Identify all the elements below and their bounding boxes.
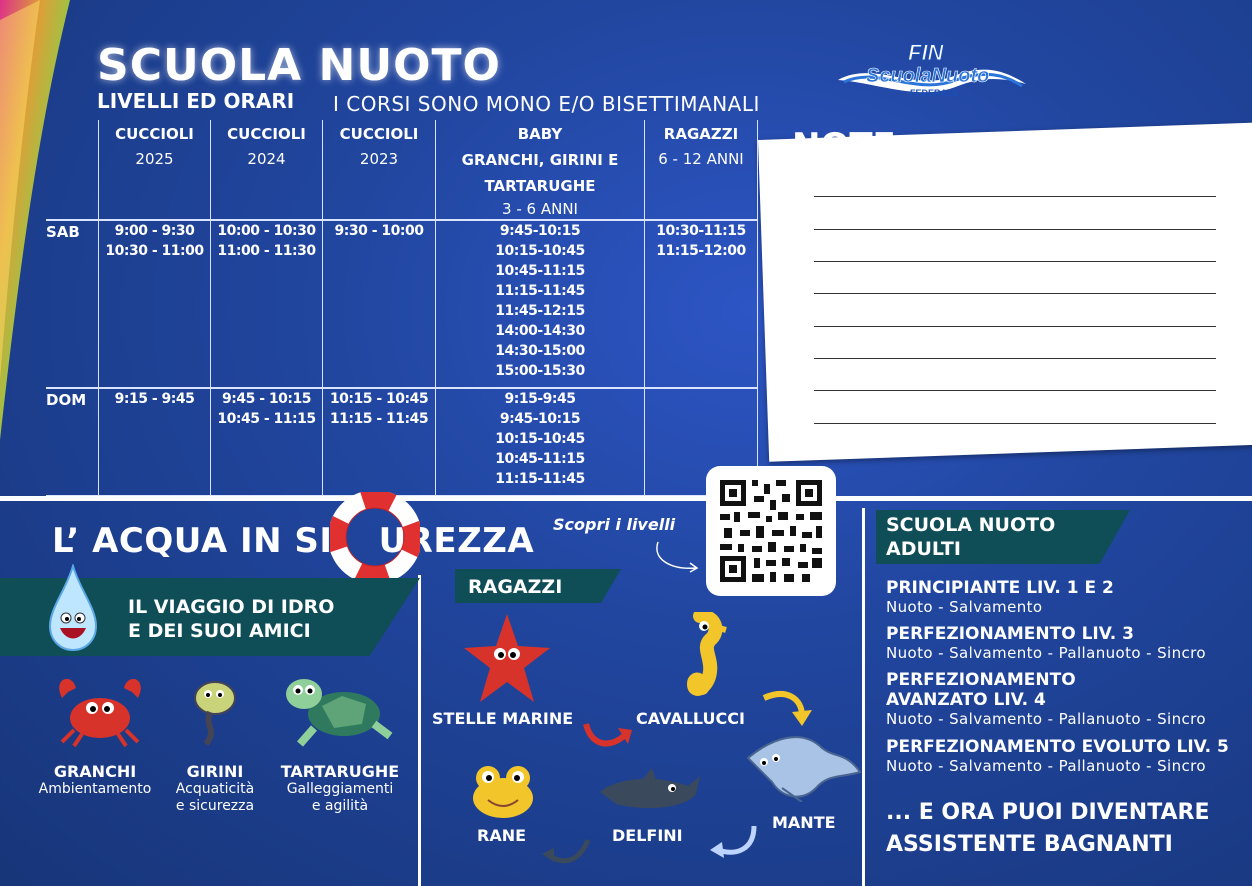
day-header: [46, 120, 99, 220]
column-detail: 2025: [135, 150, 174, 168]
safety-title-start: L’ ACQUA IN SI: [52, 521, 333, 561]
level-name: PERFEZIONAMENTO LIV. 3: [886, 624, 1134, 644]
time-slot: 11:15 - 11:45: [329, 411, 429, 427]
frog-icon: [464, 762, 542, 824]
idro-title-line: IL VIAGGIO DI IDRO: [128, 596, 335, 618]
level-desc: Nuoto - Salvamento - Pallanuoto - Sincro: [886, 757, 1206, 775]
callout-line: ASSISTENTE BAGNANTI: [886, 832, 1173, 857]
time-slot: 10:30 - 11:00: [105, 243, 204, 259]
level-desc: Nuoto - Salvamento - Pallanuoto - Sincro: [886, 710, 1206, 728]
time-slot: 15:00-15:30: [495, 363, 585, 379]
column-header: [436, 120, 645, 220]
note-line: [814, 423, 1216, 424]
column-header: [211, 120, 323, 220]
note-line: [814, 229, 1216, 230]
manta-ray-icon: [742, 728, 866, 802]
column-name: CUCCIOLI: [339, 125, 419, 143]
time-slot: 10:45-11:15: [495, 263, 585, 279]
column-name: CUCCIOLI: [227, 125, 306, 143]
lifeguard-callout: [886, 797, 1210, 861]
column-header: [645, 120, 758, 220]
note-line: [814, 261, 1216, 262]
time-slot: 14:00-14:30: [495, 323, 585, 339]
slot-cell: [211, 388, 323, 496]
slot-cell: [99, 388, 211, 496]
safety-title: [52, 521, 534, 561]
page-title: SCUOLA NUOTO: [97, 40, 501, 91]
ragazzi-title: RAGAZZI: [468, 576, 563, 598]
animal-desc: Galleggiamenti: [286, 781, 394, 797]
adulti-title-line: SCUOLA NUOTO: [886, 514, 1056, 536]
qr-code[interactable]: [706, 466, 836, 596]
time-slot: 11:45-12:15: [495, 303, 585, 319]
column-name: GRANCHI, GIRINI E: [461, 151, 619, 169]
time-slot: 9:15 - 9:45: [114, 391, 195, 407]
time-slot: 10:00 - 10:30: [217, 223, 316, 239]
level-name: PERFEZIONAMENTO EVOLUTO LIV. 5: [886, 737, 1229, 757]
adulti-title-line: ADULTI: [886, 538, 961, 560]
column-header: [323, 120, 436, 220]
day-label: SAB: [46, 220, 99, 388]
schedule-table: [46, 120, 758, 497]
page-subtitle: LIVELLI ED ORARI: [97, 89, 295, 113]
discover-levels-label: Scopri i livelli: [553, 515, 676, 534]
column-detail: 2024: [247, 150, 286, 168]
time-slot: 10:45-11:15: [495, 451, 585, 467]
svg-text:ScuolaNuoto: ScuolaNuoto: [866, 65, 990, 87]
notes-title: NOTE: [792, 126, 896, 166]
animal-desc: Acquaticità: [175, 781, 255, 797]
slot-cell: [99, 220, 211, 388]
starfish-icon: [462, 612, 552, 706]
callout-line: ... E ORA PUOI DIVENTARE: [886, 800, 1210, 825]
time-slot: 11:00 - 11:30: [217, 243, 316, 259]
caption-granchi: [30, 762, 160, 798]
label-cavallucci: CAVALLUCCI: [636, 709, 745, 728]
level-name: AVANZATO LIV. 4: [886, 690, 1046, 710]
label-rane: RANE: [477, 826, 527, 845]
time-slot: 14:30-15:00: [495, 343, 585, 359]
adult-level: [886, 737, 1229, 775]
time-slot: 9:45-10:15: [499, 411, 581, 427]
svg-text:FEDERALE: FEDERALE: [910, 88, 959, 98]
note-line: [814, 293, 1216, 294]
column-detail: 2023: [359, 150, 399, 168]
arrow-up-right-icon: [582, 718, 638, 754]
schedule-row-dom: [46, 388, 758, 496]
dolphin-icon: [596, 768, 702, 822]
slot-cell: [645, 220, 758, 388]
column-divider: [862, 508, 865, 886]
column-name: BABY: [517, 125, 563, 143]
time-slot: 9:15-9:45: [504, 391, 576, 407]
courses-frequency-note: I CORSI SONO MONO E/O BISETTIMANALI: [333, 92, 760, 116]
label-delfini: DELFINI: [612, 826, 683, 845]
idro-title: [128, 595, 334, 643]
arrow-left-icon: [706, 822, 760, 862]
label-stelle-marine: STELLE MARINE: [432, 709, 574, 728]
animal-desc: e sicurezza: [175, 798, 255, 814]
adult-level: [886, 624, 1206, 662]
animal-name: GRANCHI: [53, 762, 137, 781]
time-slot: 9:00 - 9:30: [114, 223, 195, 239]
time-slot: 10:30-11:15: [656, 223, 746, 239]
column-detail: 6 - 12 ANNI: [658, 150, 744, 168]
column-detail: 3 - 6 ANNI: [502, 200, 578, 218]
note-line: [814, 358, 1216, 359]
time-slot: 9:45-10:15: [499, 223, 581, 239]
safety-title-end: UREZZA: [378, 521, 535, 561]
fin-scuola-nuoto-logo: [834, 40, 1030, 104]
column-name: CUCCIOLI: [115, 125, 194, 143]
animal-desc: e agilità: [311, 798, 369, 814]
caption-girini: [160, 762, 270, 815]
animal-name: GIRINI: [186, 762, 244, 781]
arrow-left-curve-icon: [538, 834, 592, 868]
slot-cell: [323, 220, 436, 388]
time-slot: 9:30 - 10:00: [334, 223, 424, 239]
time-slot: 10:15 - 10:45: [329, 391, 429, 407]
adult-level: [886, 578, 1114, 616]
svg-text:FIN: FIN: [908, 40, 944, 65]
time-slot: 11:15-11:45: [495, 471, 585, 487]
slot-cell: [436, 388, 645, 496]
note-line: [814, 326, 1216, 327]
column-header: [99, 120, 211, 220]
adulti-title: [886, 513, 1055, 561]
label-mante: MANTE: [772, 813, 836, 832]
level-desc: Nuoto - Salvamento - Pallanuoto - Sincro: [886, 644, 1206, 662]
time-slot: 11:15-12:00: [656, 243, 746, 259]
animal-name: TARTARUGHE: [280, 762, 400, 781]
turtle-icon: [282, 672, 394, 748]
column-divider: [418, 575, 421, 886]
day-label: DOM: [46, 388, 99, 496]
note-line: [814, 390, 1216, 391]
note-line: [814, 196, 1216, 197]
level-desc: Nuoto - Salvamento: [886, 598, 1043, 616]
time-slot: 10:15-10:45: [495, 243, 585, 259]
water-drop-mascot-icon: [46, 564, 100, 652]
arrow-right-down-icon: [760, 688, 816, 730]
time-slot: 10:45 - 11:15: [217, 411, 316, 427]
level-name: PRINCIPIANTE LIV. 1 E 2: [886, 578, 1114, 598]
slot-cell: [436, 220, 645, 388]
level-name: PERFEZIONAMENTO: [886, 670, 1076, 690]
curved-arrow-icon: [652, 540, 702, 574]
section-divider: [0, 496, 1252, 501]
animal-desc: Ambientamento: [38, 781, 152, 797]
lifebuoy-icon: [330, 492, 420, 582]
column-name: TARTARUGHE: [484, 177, 596, 195]
seahorse-icon: [672, 612, 728, 708]
adult-level: [886, 670, 1206, 728]
caption-tartarughe: [270, 762, 410, 815]
crab-icon: [52, 668, 148, 748]
time-slot: 9:45 - 10:15: [222, 391, 311, 407]
column-name: RAGAZZI: [663, 125, 739, 143]
slot-cell: [211, 220, 323, 388]
schedule-row-sab: [46, 220, 758, 388]
schedule-header-row: [46, 120, 758, 220]
slot-cell: [323, 388, 436, 496]
qr-code-icon: [706, 466, 836, 596]
tadpole-icon: [188, 676, 242, 748]
time-slot: 11:15-11:45: [495, 283, 585, 299]
idro-title-line: E DEI SUOI AMICI: [128, 620, 311, 642]
time-slot: 10:15-10:45: [495, 431, 585, 447]
